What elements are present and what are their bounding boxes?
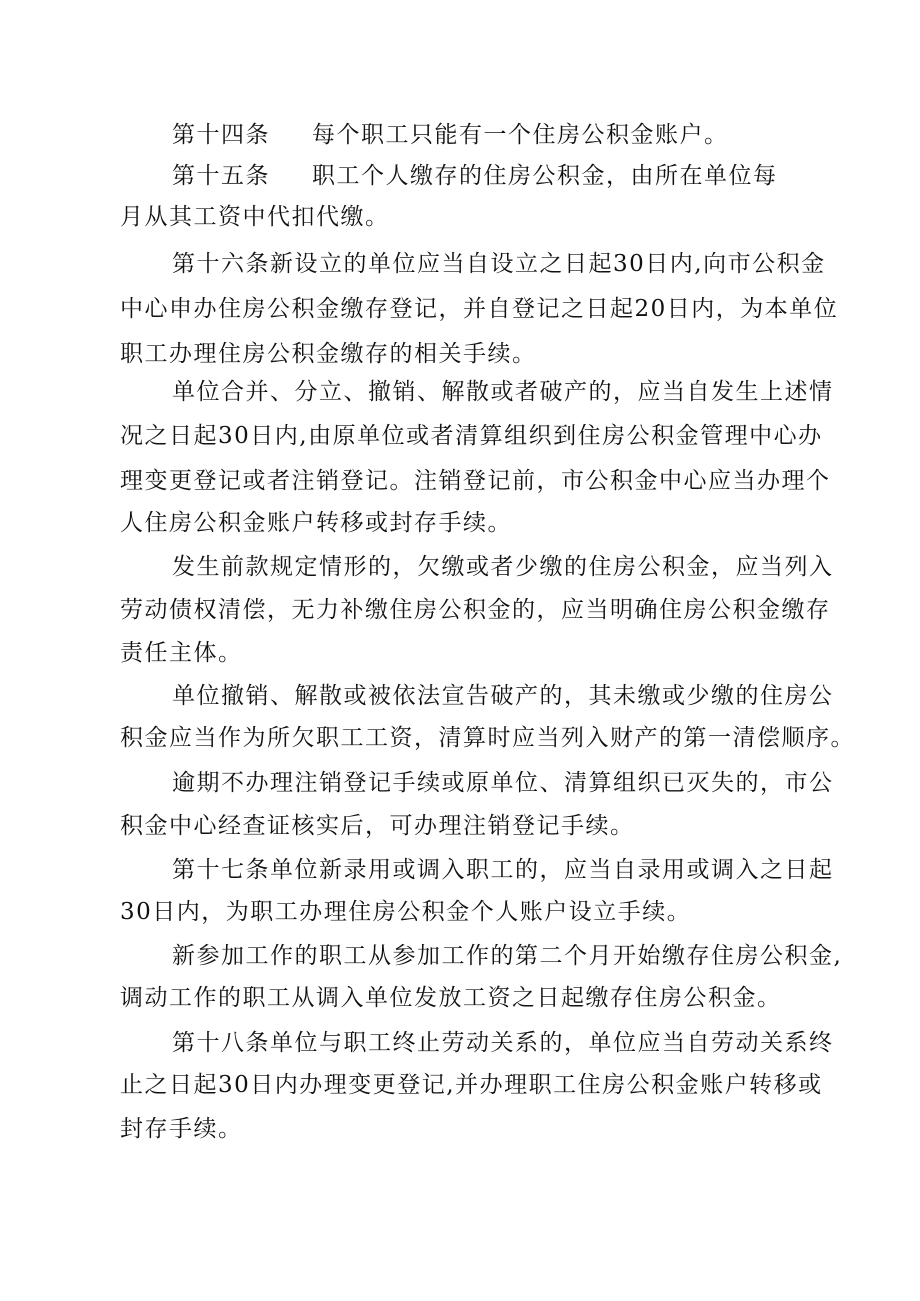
text-line (0, 852, 920, 888)
text-line (0, 1111, 920, 1147)
text-line (0, 894, 920, 930)
paragraph-text: 逾期不办理注销登记手续或原单位、清算组织已灭失的，市公 (172, 770, 834, 796)
paragraph-text: 月从其工资中代扣代缴。 (120, 204, 390, 230)
text-line (0, 463, 920, 499)
article-number: 第十四条 (172, 122, 270, 148)
article-text: 职工个人缴存的住房公积金，由所在单位每 (312, 163, 778, 189)
paragraph-text: 积金应当作为所欠职工工资，清算时应当列入财产的第一清偿顺序。 (120, 725, 855, 751)
paragraph-text: 劳动债权清偿，无力补缴住房公积金的，应当明确住房公积金缴存 (120, 597, 831, 623)
paragraph-text: 调动工作的职工从调入单位发放工资之日起缴存住房公积金。 (120, 985, 782, 1011)
text-line (0, 1025, 920, 1061)
paragraph-text: 第十八条单位与职工终止劳动关系的，单位应当自劳动关系终 (172, 1030, 834, 1056)
paragraph-text: 止之日起30日内办理变更登记,并办理职工住房公积金账户转移或 (120, 1072, 823, 1098)
paragraph-text: 中心申办住房公积金缴存登记，并自登记之日起20日内，为本单位 (120, 296, 839, 322)
text-line (0, 938, 920, 974)
article-text: 每个职工只能有一个住房公积金账户。 (312, 122, 729, 148)
text-line (0, 808, 920, 844)
paragraph-text: 封存手续。 (120, 1116, 243, 1142)
paragraph-text: 责任主体。 (120, 640, 243, 666)
text-line (0, 720, 920, 756)
paragraph-text: 单位合并、分立、撤销、解散或者破产的，应当自发生上述情 (172, 379, 834, 405)
paragraph-text: 第十六条新设立的单位应当自设立之日起30日内,向市公积金 (172, 251, 826, 277)
paragraph-text: 理变更登记或者注销登记。注销登记前，市公积金中心应当办理个 (120, 468, 831, 494)
paragraph-text: 职工办理住房公积金缴存的相关手续。 (120, 341, 537, 367)
paragraph-text: 单位撤销、解散或被依法宣告破产的，其未缴或少缴的住房公 (172, 683, 834, 709)
text-line (0, 980, 920, 1016)
text-line (0, 549, 920, 585)
paragraph-text: 新参加工作的职工从参加工作的第二个月开始缴存住房公积金, (172, 943, 843, 969)
text-line (0, 418, 920, 454)
paragraph-text: 况之日起30日内,由原单位或者清算组织到住房公积金管理中心办 (120, 423, 823, 449)
text-line (0, 199, 920, 235)
paragraph-text: 积金中心经查证核实后，可办理注销登记手续。 (120, 813, 635, 839)
text-line (0, 505, 920, 541)
text-line (0, 678, 920, 714)
text-line (0, 158, 920, 194)
text-line (0, 374, 920, 410)
text-line (0, 336, 920, 372)
text-line (0, 291, 920, 327)
paragraph-text: 30日内，为职工办理住房公积金个人账户设立手续。 (120, 899, 692, 925)
article-number: 第十五条 (172, 163, 270, 189)
text-line (0, 635, 920, 671)
text-line (0, 246, 920, 282)
paragraph-text: 发生前款规定情形的，欠缴或者少缴的住房公积金，应当列入 (172, 554, 834, 580)
text-line (0, 592, 920, 628)
paragraph-text: 人住房公积金账户转移或封存手续。 (120, 510, 512, 536)
paragraph-text: 第十七条单位新录用或调入职工的，应当自录用或调入之日起 (172, 857, 834, 883)
text-line (0, 1067, 920, 1103)
text-line (0, 117, 920, 153)
text-line (0, 765, 920, 801)
